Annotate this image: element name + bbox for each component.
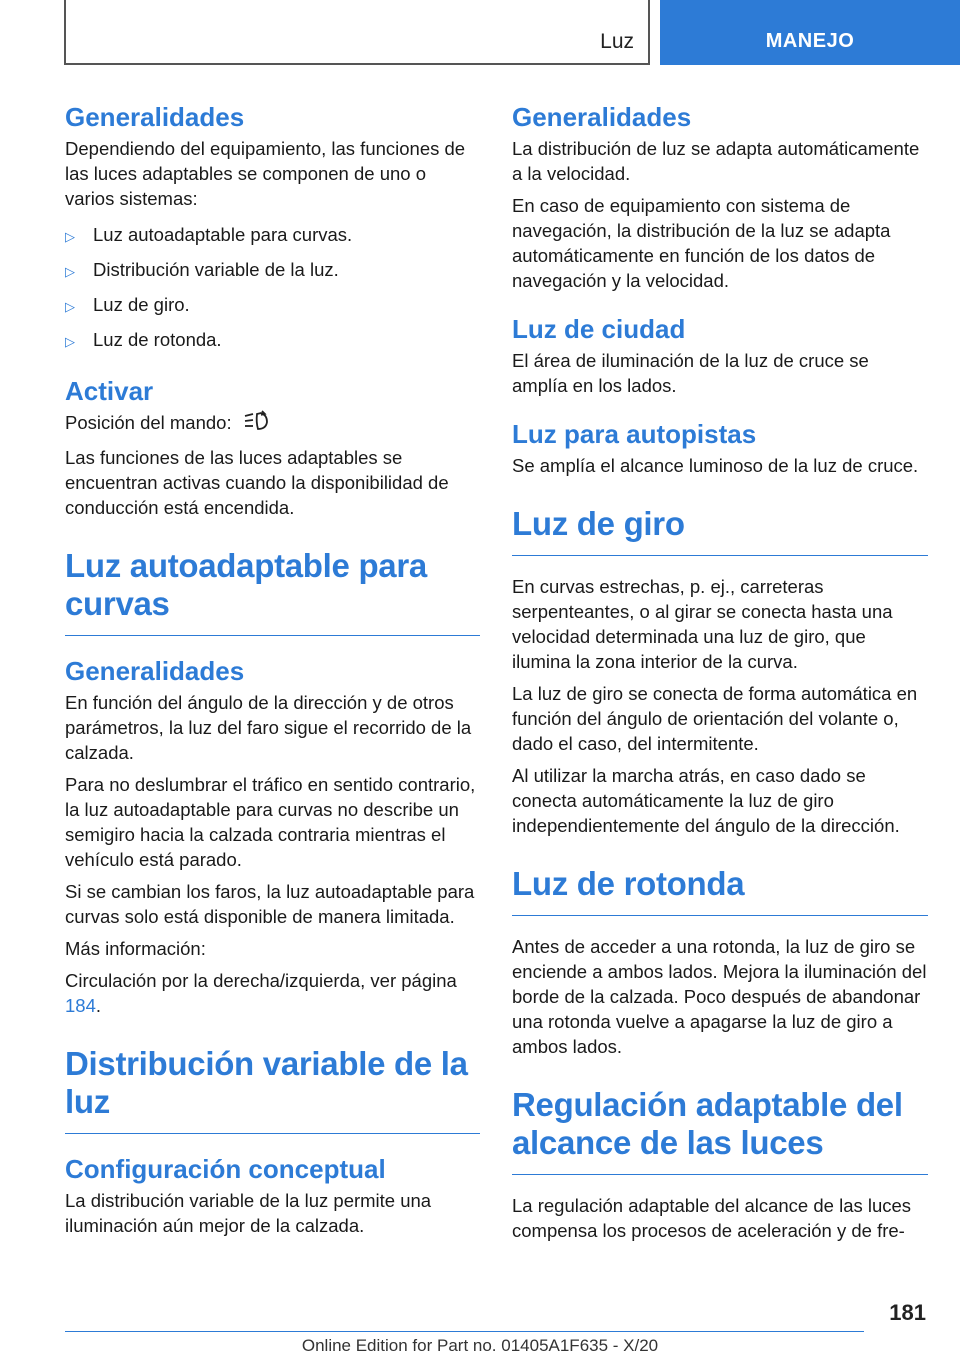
list-item: ▷ Luz de giro.	[65, 292, 480, 317]
header-frame	[64, 0, 650, 65]
heading-generalidades-1: Generalidades	[65, 102, 245, 132]
paragraph: La luz de giro se conecta de forma automática en función del ángulo de orientación del volante o, dado el caso, del intermitente.	[512, 683, 918, 754]
paragraph: Posición del mando:	[65, 410, 480, 438]
heading-luz-giro: Luz de giro	[512, 505, 928, 556]
heading-activar: Activar	[65, 376, 154, 406]
edition-footer: Online Edition for Part no. 01405A1F635 - X/20	[301, 1336, 659, 1355]
heading-generalidades-2: Generalidades	[65, 656, 245, 687]
paragraph: En curvas estrechas, p. ej., carreteras serpenteantes, o al girar se conecta hasta una velocidad determinada una luz de giro, que ilumina la zona interior de la curva.	[512, 576, 893, 672]
paragraph: Se amplía el alcance luminoso de la luz de cruce.	[512, 455, 919, 476]
adaptive-headlight-icon	[244, 410, 270, 438]
heading-luz-rotonda: Luz de rotonda	[512, 865, 928, 916]
paragraph: En función del ángulo de la dirección y de otros parámetros, la luz del faro sigue el recorrido de la calzada.	[65, 692, 472, 764]
page-link[interactable]: 184	[65, 995, 96, 1017]
paragraph: El área de iluminación de la luz de cruce se amplía en los lados.	[512, 350, 869, 396]
heading-luz-autopistas: Luz para autopistas	[512, 419, 757, 449]
list-item: ▷ Luz de rotonda.	[65, 327, 480, 352]
paragraph: La distribución de luz se adapta automáticamente a la velocidad.	[512, 138, 920, 184]
paragraph: Dependiendo del equipamiento, las funciones de las luces adaptables se componen de uno o varios sistemas:	[65, 138, 466, 209]
paragraph: La distribución variable de la luz permite una iluminación aún mejor de la calzada.	[65, 1190, 432, 1237]
chapter-tab-label: MANEJO	[765, 30, 855, 52]
heading-configuracion: Configuración conceptual	[65, 1154, 386, 1185]
triangle-bullet-icon: ▷	[65, 264, 75, 279]
triangle-bullet-icon: ▷	[65, 229, 75, 244]
paragraph: La regulación adaptable del alcance de las luces compensa los procesos de aceleración y de fre-	[512, 1195, 912, 1241]
heading-luz-ciudad: Luz de ciudad	[512, 314, 686, 344]
paragraph: Antes de acceder a una rotonda, la luz de giro se enciende a ambos lados. Mejora la iluminación del borde de la calzada. Poco después de abandonar una rotonda vuelve a apagarse la luz de giro a ambos lados.	[512, 936, 927, 1057]
heading-distribucion-variable: Distribución variable de la luz	[65, 1045, 480, 1134]
triangle-bullet-icon: ▷	[65, 299, 75, 314]
section-title: Luz	[600, 30, 634, 53]
page-number: 181	[889, 1300, 926, 1325]
paragraph: En caso de equipamiento con sistema de navegación, la distribución de la luz se adapta automáticamente en función de los datos de navegación y la velocidad.	[512, 195, 891, 291]
paragraph: Las funciones de las luces adaptables se encuentran activas cuando la disponibilidad de conducción está encendida.	[65, 447, 449, 519]
heading-generalidades-3: Generalidades	[512, 102, 692, 132]
triangle-bullet-icon: ▷	[65, 334, 75, 349]
paragraph: Circulación por la derecha/izquierda, ver página 184.	[65, 970, 457, 1017]
heading-luz-autoadaptable: Luz autoadaptable para curvas	[65, 547, 480, 636]
paragraph: Más información:	[65, 938, 206, 960]
paragraph: Si se cambian los faros, la luz autoadaptable para curvas solo está disponible de manera limitada.	[65, 881, 475, 928]
heading-regulacion-adaptable: Regulación adaptable del alcance de las luces	[512, 1086, 928, 1175]
list-item: ▷ Distribución variable de la luz.	[65, 257, 480, 282]
left-column	[65, 100, 480, 1245]
right-column	[512, 100, 928, 1250]
chapter-tab[interactable]	[660, 0, 960, 65]
footer-divider	[65, 1331, 864, 1332]
list-item: ▷ Luz autoadaptable para curvas.	[65, 222, 480, 247]
paragraph: Al utilizar la marcha atrás, en caso dado se conecta automáticamente la luz de giro independientemente del ángulo de la dirección.	[512, 765, 900, 836]
paragraph: Para no deslumbrar el tráfico en sentido contrario, la luz autoadaptable para curvas no describe un semigiro hacia la calzada contraria mientras el vehículo está parado.	[65, 774, 476, 871]
